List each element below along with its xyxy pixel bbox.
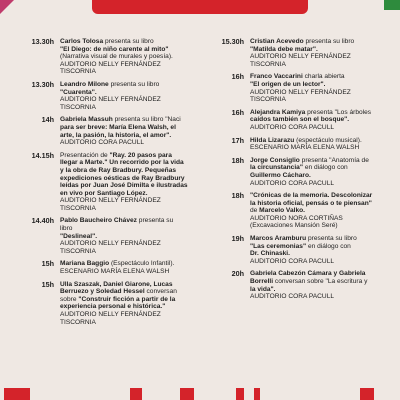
footer-band — [0, 382, 400, 400]
schedule-entry — [204, 235, 394, 265]
event-line — [60, 217, 198, 225]
event-line — [250, 286, 394, 294]
event-text: AUDITORIO CORA PACULL — [60, 139, 145, 147]
event-text: sobre — [60, 295, 79, 303]
event-description — [250, 157, 394, 187]
event-description — [60, 281, 198, 327]
event-text: AUDITORIO CORA PACULL — [250, 257, 335, 265]
event-line — [250, 293, 394, 301]
event-text: Guillermo Cácharo. — [250, 171, 311, 179]
schedule-entry — [204, 157, 394, 187]
event-text: AUDITORIO NELLY FERNÁNDEZ — [60, 311, 161, 318]
event-line — [250, 38, 394, 46]
event-text: presenta su libro — [306, 235, 357, 243]
event-line — [60, 319, 198, 327]
event-text: "Ray. 20 pasos para — [109, 151, 172, 159]
event-description — [60, 116, 198, 146]
event-text: llegar a Marte." Un recorrido por la vida — [60, 159, 184, 167]
event-line — [250, 61, 394, 69]
event-line — [60, 124, 198, 132]
header-red-bar — [92, 0, 308, 14]
event-description — [60, 81, 198, 111]
footer-logo-shape — [360, 388, 374, 400]
footer-logo-shape — [254, 388, 260, 400]
footer-logo-shape — [4, 388, 30, 400]
event-time: 14.15h — [31, 150, 54, 160]
event-text: "Crónicas de la memoria. Descolonizar — [250, 192, 373, 200]
event-line — [250, 235, 394, 243]
event-time: 16h — [231, 107, 244, 117]
event-line — [60, 46, 198, 54]
event-time: 18h — [231, 191, 244, 201]
event-line — [60, 38, 198, 46]
event-line — [60, 288, 198, 296]
event-text: presenta su libro — [103, 38, 154, 45]
event-text: de — [250, 207, 260, 215]
event-text: charla abierta — [302, 73, 345, 81]
event-text: en vivo por Santiago López. — [60, 189, 148, 197]
event-text: Leandro Milone — [60, 80, 109, 88]
event-text: Hilda Lizarazu — [250, 136, 295, 144]
event-text: AUDITORIO NELLY FERNÁNDEZ — [250, 88, 351, 96]
event-line — [250, 222, 394, 230]
event-time: 14.40h — [31, 216, 54, 226]
event-text: ESCENARIO MARÍA ELENA WALSH — [250, 144, 360, 152]
event-text: Marcelo Valko. — [259, 207, 305, 215]
event-text: leídas por Juan José Dimilta e ilustradas — [60, 182, 188, 190]
event-time: 19h — [231, 234, 244, 244]
event-text: conversan sobre "La escritura y — [273, 278, 368, 286]
event-text: AUDITORIO CORA PACULL — [250, 293, 335, 301]
schedule-entry — [14, 260, 198, 275]
event-line — [250, 53, 394, 61]
event-text: Carlos Tolosa — [60, 38, 104, 45]
event-line — [250, 250, 394, 258]
event-text: TISCORNIA — [60, 103, 96, 111]
footer-logo-shape — [236, 388, 244, 400]
footer-logo-shape — [130, 388, 142, 400]
event-text: AUDITORIO CORA PACULL — [250, 123, 335, 131]
event-line — [60, 61, 198, 69]
event-text: en diálogo con — [302, 164, 348, 172]
event-text: experiencia personal e histórica." — [60, 303, 166, 311]
event-text: TISCORNIA — [60, 247, 96, 255]
event-text: AUDITORIO NELLY FERNÁNDEZ — [60, 60, 161, 68]
event-line — [60, 68, 198, 76]
event-text: "El Diego: de niño carente al mito" — [60, 45, 169, 53]
event-text: Jorge Consiglio — [250, 156, 300, 164]
event-line — [250, 81, 394, 89]
schedule-entry — [204, 270, 394, 300]
event-line — [60, 268, 198, 276]
event-line — [250, 215, 394, 223]
event-text: la circunstancia" — [250, 164, 303, 172]
event-description — [250, 235, 394, 265]
event-text: y la obra de Ray Bradbury. Pequeñas — [60, 166, 177, 174]
event-text: Berruezo y Soledad Hessel — [60, 288, 145, 296]
event-line — [60, 139, 198, 147]
event-time: 14h — [41, 115, 54, 125]
event-text: para ser breve: María Elena Walsh, el — [60, 123, 176, 131]
event-description — [60, 38, 198, 76]
schedule-entry — [204, 38, 394, 68]
event-line — [250, 192, 394, 200]
event-time: 13.30h — [31, 37, 54, 46]
schedule-entry — [14, 81, 198, 111]
event-line — [60, 81, 198, 89]
schedule-entry — [204, 192, 394, 230]
event-text: AUDITORIO NELLY FERNÁNDEZ — [60, 96, 161, 104]
schedule-entry — [204, 109, 394, 132]
event-line — [60, 260, 198, 268]
event-line — [60, 167, 198, 175]
decorative-shape-icon — [0, 0, 14, 14]
event-description — [250, 270, 394, 300]
event-description — [250, 73, 394, 103]
decorative-shape-icon — [384, 0, 400, 10]
event-text: Pablo Baucheiro Chávez — [60, 217, 137, 225]
event-text: AUDITORIO NELLY FERNÁNDEZ — [60, 197, 161, 205]
event-text: Mariana Baggio — [60, 260, 110, 268]
event-text: "Cuarenta". — [60, 88, 97, 96]
event-text: TISCORNIA — [60, 204, 96, 212]
event-text: (espectáculo musical). — [294, 136, 362, 144]
event-text: AUDITORIO CORA PACULL — [250, 179, 335, 187]
event-line — [250, 243, 394, 251]
event-line — [60, 303, 198, 311]
event-text: Presentación de — [60, 151, 110, 159]
event-text: Alejandra Kamiya — [250, 108, 306, 116]
event-line — [60, 53, 198, 61]
event-line — [250, 172, 394, 180]
event-text: Marcos Aramburu — [250, 235, 307, 243]
event-text: libro — [60, 225, 73, 233]
event-line — [250, 207, 394, 215]
event-text: TISCORNIA — [60, 68, 96, 76]
event-text: conversan — [144, 288, 177, 296]
event-text: Cristian Acevedo — [250, 38, 304, 45]
event-time: 17h — [231, 135, 244, 145]
event-text: "Las ceremonias" — [250, 242, 307, 250]
event-text: AUDITORIO NORA CORTIÑAS — [250, 214, 343, 222]
event-text: presenta su libro — [108, 80, 160, 88]
event-description — [250, 137, 394, 152]
event-line — [250, 144, 394, 152]
event-text: Ulla Szaszak, Daniel Giarone, Lucas — [60, 280, 173, 288]
event-text: caídos también son el bosque". — [250, 116, 350, 124]
event-description — [250, 38, 394, 68]
event-time: 18h — [231, 155, 244, 165]
event-line — [60, 159, 198, 167]
event-text: (Espectáculo Infantil). — [109, 260, 175, 268]
event-text: Borrelli — [250, 278, 274, 286]
event-text: en diálogo con — [306, 242, 351, 250]
event-time: 13.30h — [31, 79, 54, 89]
event-time: 20h — [231, 269, 244, 279]
event-line — [60, 205, 198, 213]
event-line — [60, 116, 198, 124]
event-line — [250, 116, 394, 124]
event-line — [60, 248, 198, 256]
event-text: expediciones oésticas de Ray Bradbury — [60, 174, 185, 182]
event-line — [250, 164, 394, 172]
event-line — [250, 137, 394, 145]
footer-logo-shape — [180, 388, 194, 400]
schedule-entry — [14, 152, 198, 213]
event-text: TISCORNIA — [250, 96, 286, 104]
event-description — [250, 109, 394, 132]
event-text: presenta "Los árboles — [305, 108, 372, 116]
schedule-entry — [14, 116, 198, 146]
event-text: la historia oficial, pensás o te piensan" — [250, 199, 372, 207]
event-line — [60, 175, 198, 183]
event-line — [60, 96, 198, 104]
event-text: Franco Vaccarini — [250, 73, 303, 81]
event-time: 16h — [231, 72, 244, 82]
event-description — [250, 192, 394, 230]
event-line — [60, 281, 198, 289]
event-text: (Excavaciones Mansión Seré) — [250, 222, 338, 230]
event-text: presenta su — [136, 217, 174, 225]
schedule-entry — [14, 38, 198, 76]
event-time: 15.30h — [221, 37, 244, 46]
event-line — [60, 182, 198, 190]
schedule-entry — [14, 281, 198, 327]
event-line — [250, 270, 394, 278]
event-text: ESCENARIO MARÍA ELENA WALSH — [60, 268, 170, 276]
event-text: "Matilda debe matar". — [250, 45, 318, 53]
event-line — [250, 180, 394, 188]
event-text: "Construir ficción a partir de la — [78, 295, 176, 303]
event-line — [60, 152, 198, 160]
event-description — [60, 152, 198, 213]
event-line — [60, 225, 198, 233]
event-text: (Narrativa visual de murales y poesía). — [60, 53, 173, 61]
event-text: arte, la pasión, la historia, el amor". — [60, 131, 172, 139]
event-time: 15h — [41, 259, 54, 269]
event-text: presenta su libro — [303, 38, 355, 45]
schedule-left-column — [14, 38, 198, 331]
event-text: presenta "Anatomía de — [299, 156, 369, 164]
event-line — [60, 197, 198, 205]
event-text: AUDITORIO NELLY FERNÁNDEZ — [250, 53, 351, 61]
schedule-entry — [14, 217, 198, 255]
event-line — [60, 296, 198, 304]
event-text: AUDITORIO NELLY FERNÁNDEZ — [60, 240, 161, 248]
event-line — [250, 258, 394, 266]
event-line — [250, 278, 394, 286]
event-line — [250, 73, 394, 81]
event-line — [60, 240, 198, 248]
schedule-entry — [204, 137, 394, 152]
event-text: TISCORNIA — [250, 60, 286, 68]
event-time: 15h — [41, 279, 54, 289]
event-line — [60, 132, 198, 140]
event-description — [60, 260, 198, 275]
event-text: Dr. Chinaski. — [250, 250, 290, 258]
event-line — [60, 311, 198, 319]
event-line — [250, 89, 394, 97]
event-description — [60, 217, 198, 255]
event-line — [250, 157, 394, 165]
event-text: presenta su libro "Naci — [112, 116, 181, 124]
schedule-entry — [204, 73, 394, 103]
event-text: Gabriela Cabezón Cámara y Gabriela — [250, 270, 366, 278]
event-text: TISCORNIA — [60, 318, 96, 326]
event-text: la vida". — [250, 285, 276, 293]
event-line — [60, 104, 198, 112]
event-line — [250, 96, 394, 104]
event-text: Gabriela Massuh — [60, 116, 113, 124]
event-line — [250, 200, 394, 208]
event-line — [250, 109, 394, 117]
event-line — [250, 124, 394, 132]
event-text: "Deslineal". — [60, 232, 98, 240]
schedule-right-column — [204, 38, 394, 306]
event-text: "El origen de un lector". — [250, 80, 326, 88]
